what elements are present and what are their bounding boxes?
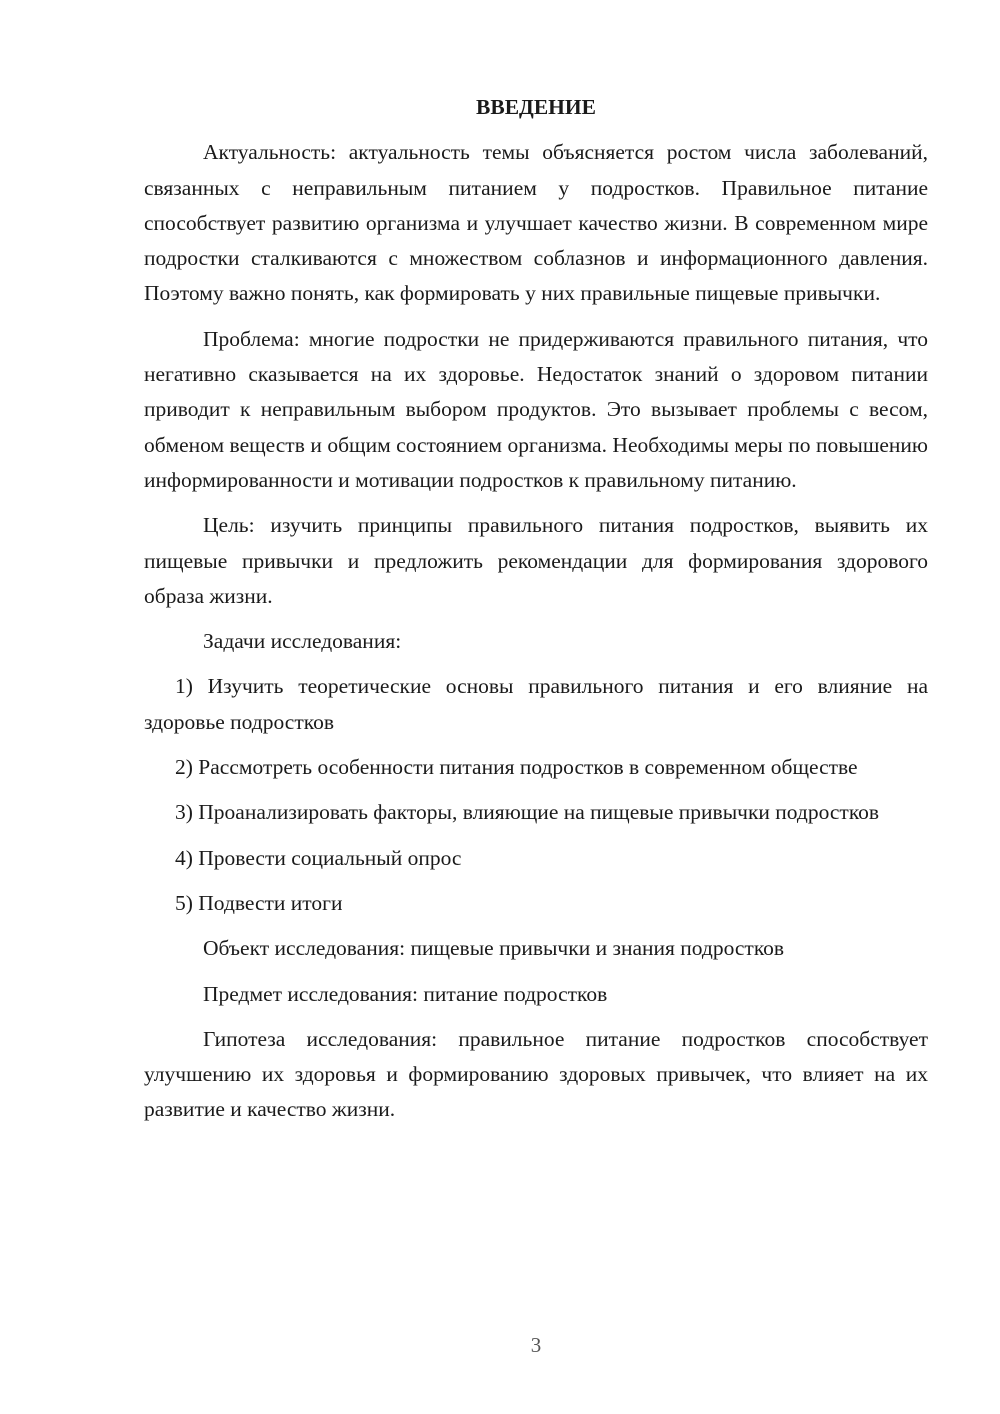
document-body <box>144 90 928 1138</box>
task-item-3: 3) Проанализировать факторы, влияющие на пищевые привычки подростков <box>175 800 880 825</box>
problem-paragraph: Проблема: многие подростки не придерживаются правильного питания, что негативно сказывается на их здоровье. Недостаток знаний о здоровом питании приводит к неправильным выбором продуктов. Это вызывает проблемы с весом, обменом веществ и общим состоянием организма. Необходимы меры по повышению информированности и мотивации подростков к правильному питанию. <box>144 326 928 492</box>
research-object: Объект исследования: пищевые привычки и знания подростков <box>203 936 785 961</box>
relevance-paragraph: Актуальность: актуальность темы объясняется ростом числа заболеваний, связанных с неправильным питанием у подростков. Правильное питание способствует развитию организма и улучшает качество жизни. В современном мире подростки сталкиваются с множеством соблазнов и информационного давления. Поэтому важно понять, как формировать у них правильные пищевые привычки. <box>144 140 928 306</box>
task-item-2: 2) Рассмотреть особенности питания подростков в современном обществе <box>175 755 858 780</box>
hypothesis-paragraph: Гипотеза исследования: правильное питание подростков способствует улучшению их здоровья и формированию здоровых привычек, что влияет на их развитие и качество жизни. <box>144 1026 928 1122</box>
page-number: 3 <box>530 1333 542 1357</box>
task-item-5: 5) Подвести итоги <box>175 890 343 915</box>
research-subject: Предмет исследования: питание подростков <box>203 981 608 1006</box>
task-item-1: 1) Изучить теоретические основы правильного питания и его влияние на здоровье подростков <box>144 674 928 734</box>
goal-paragraph: Цель: изучить принципы правильного питания подростков, выявить их пищевые привычки и предложить рекомендации для формирования здорового образа жизни. <box>144 513 928 608</box>
page-title: ВВЕДЕНИЕ <box>476 95 596 119</box>
task-item-4: 4) Провести социальный опрос <box>175 845 462 870</box>
tasks-label: Задачи исследования: <box>203 629 402 654</box>
